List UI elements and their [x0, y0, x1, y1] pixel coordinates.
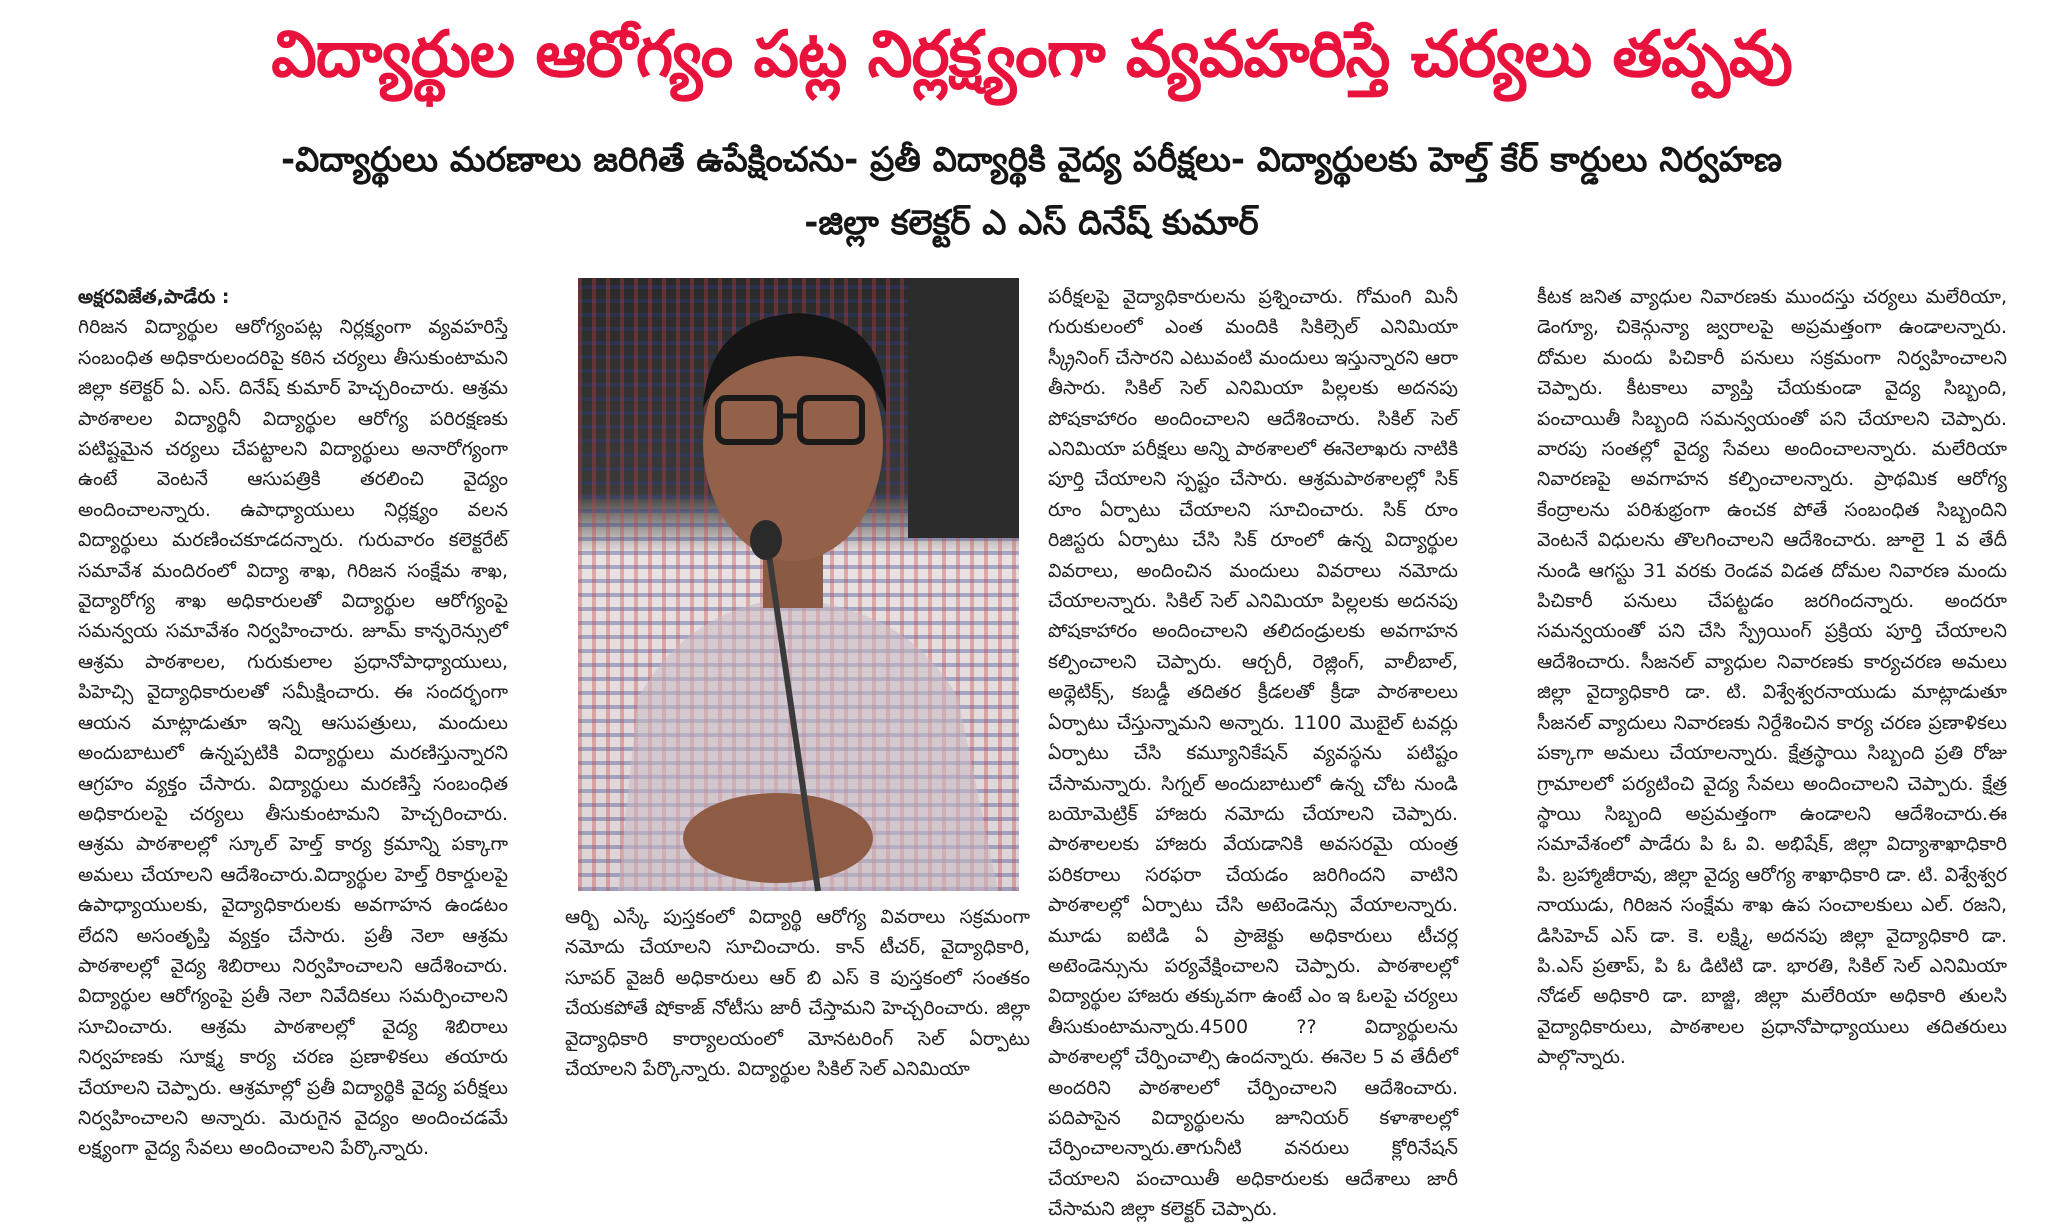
headline: విద్యార్థుల ఆరోగ్యం పట్ల నిర్లక్ష్యంగా వ్యవహరిస్తే చర్యలు తప్పవు	[271, 18, 1792, 92]
subheadline-2: -జిల్లా కలెక్టర్ ఎ ఎస్ దినేష్ కుమార్	[804, 203, 1259, 243]
column-3: పరీక్షలపై వైద్యాధికారులను ప్రశ్నించారు. గోమంగి మినీ గురుకులంలో ఎంత మందికి సికిల్సెల్ ఎనిమియా స్క్రీనింగ్ చేసారని ఎటువంటి మందులు ఇస్తున్నారని ఆరా తీసారు. సికిల్ సెల్ ఎనిమియా పిల్లలకు అదనపు పోషకాహారం అందించాలని ఆదేశించారు. సికిల్ సెల్ ఎనిమియా పరీక్షలు అన్ని పాఠశాలలో ఈనెలాఖరు నాటికి పూర్తి చేయాలని స్పష్టం చేసారు. ఆశ్రమపాఠశాలల్లో సిక్ రూం ఏర్పాటు చేయాలని సూచించారు. సిక్ రూం రిజిస్టరు ఏర్పాటు చేసి సిక్ రూంలో ఉన్న విద్యార్థుల వివరాలు, అందించిన మందులు వివరాలు నమోదు చేయాలన్నారు. సికిల్ సెల్ ఎనిమియా పిల్లలకు అదనపు పోషకాహారం అందించాలని తలిదండ్రులకు అవగాహన కల్పించాలని చెప్పారు. ఆర్చరీ, రెజ్లింగ్, వాలీబాల్, అథ్లెటిక్స్, కబడ్డీ తదితర క్రీడలతో క్రీడా పాఠశాలలు ఏర్పాటు చేస్తున్నామని అన్నారు. 1100 మొబైల్ టవర్లు ఏర్పాటు చేసి కమ్యూనికేషన్ వ్యవస్థను పటిష్టం చేసామన్నారు. సిగ్నల్ అందుబాటులో ఉన్న చోట నుండి బయోమెట్రిక్ హాజరు నమోదు చేయాలని చెప్పారు. పాఠశాలలకు హాజరు వేయడానికి అవసరమై యంత్ర పరికరాలు సరఫరా చేయడం జరిగిందని వాటిని పాఠశాలల్లో ఏర్పాటు చేసి అటెండెన్సు వేయాలన్నారు. మూడు ఐటిడి ఏ ప్రాజెక్టు అధికారులు టీచర్ల అటెండెన్సును పర్యవేక్షించాలని చెప్పారు. పాఠశాలల్లో విద్యార్థుల హాజరు తక్కువగా ఉంటే ఎం ఇ ఓలపై చర్యలు తీసుకుంటామన్నారు.4500 ?? విద్యార్థులను పాఠశాలల్లో చేర్పించాల్సి ఉందన్నారు. ఈనెల 5 వ తేదీలో అందరిని పాఠశాలలో చేర్పించాలని ఆదేశించారు. పదిపాసైన విద్యార్థులను జూనియర్ కళాశాలల్లో చేర్పించాలన్నారు.తాగునీటి వనరులు క్లోరినేషన్ చేయాలని పంచాయితీ అధికారులకు ఆదేశాలు జారీ చేసామని జిల్లా కలెక్టర్ చెప్పారు.	[1048, 286, 1458, 1221]
portrait-illustration	[578, 278, 1019, 891]
column-4: కీటక జనిత వ్యాధుల నివారణకు ముందస్తు చర్యలు మలేరియా, డెంగ్యూ, చికెన్గున్యా జ్వరాలపై అప్రమత్తంగా ఉండాలన్నారు. దోమల మందు పిచికారీ పనులు సక్రమంగా నిర్వహించాలని చెప్పారు. కీటకాలు వ్యాప్తి చేయకుండా వైద్య సిబ్బంది, పంచాయితీ సిబ్బంది సమన్వయంతో పని చేయాలని చెప్పారు. వారపు సంతల్లో వైద్య సేవలు అందించాలన్నారు. మలేరియా నివారణపై అవగాహన కల్పించాలన్నారు. ప్రాథమిక ఆరోగ్య కేంద్రాలను పరిశుభ్రంగా ఉంచక పోతే సంబంధిత సిబ్బందిని వెంటనే విధులను తొలగించాలని ఆదేశించారు. జూలై 1 వ తేదీ నుండి ఆగస్టు 31 వరకు రెండవ విడత దోమల నివారణ మందు పిచికారీ పనులు చేపట్టడం జరగిందన్నారు. అందరూ సమన్వయంతో పని చేసి స్ప్రేయింగ్ ప్రక్రియ పూర్తి చేయాలని ఆదేశించారు. సీజనల్ వ్యాధుల నివారణకు కార్యచరణ అమలు జిల్లా వైద్యాధికారి డా. టి. విశ్వేశ్వరనాయుడు మాట్లాడుతూ సీజనల్ వ్యాదులు నివారణకు నిర్దేశించిన కార్య చరణ ప్రణాళికలు పక్కాగా అమలు చేయాలన్నారు. క్షేత్రస్థాయి సిబ్బంది ప్రతి రోజు గ్రామాలలో పర్యటించి వైద్య సేవలు అందించాలని చెప్పారు. క్షేత్ర స్థాయి సిబ్బంది అప్రమత్తంగా ఉండాలని ఆదేశించారు.ఈ సమావేశంలో పాడేరు పి ఓ వి. అభిషేక్, జిల్లా విద్యాశాఖాధికారి పి. బ్రహ్మాజీరావు, జిల్లా వైద్య ఆరోగ్య శాఖాధికారి డా. టి. విశ్వేశ్వర నాయుడు, గిరిజన సంక్షేమ శాఖ ఉప సంచాలకులు ఎల్. రజని, డిసిహెచ్ ఎస్ డా. కె. లక్ష్మి, అదనపు జిల్లా వైద్యాధికారి డా. పి.ఎస్ ప్రతాప్, పి ఓ డిటిటి డా. భారతి, సికిల్ సెల్ ఎనిమియా నోడల్ అధికారి డా. బాజ్జి, జిల్లా మలేరియా అధికారి తులసి వైద్యాధికారులు, పాఠశాలల ప్రధానోపాధ్యాయులు తదితరులు పాల్గొన్నారు.	[1537, 286, 2007, 1069]
column-1-text: గిరిజన విద్యార్థుల ఆరోగ్యంపట్ల నిర్లక్ష్యంగా వ్యవహరిస్తే సంబంధిత అధికారులందరిపై కఠిన చర్యలు తీసుకుంటామని జిల్లా కలెక్టర్ ఏ. ఎస్. దినేష్ కుమార్ హెచ్చరించారు. ఆశ్రమ పాఠశాలల విద్యార్థినీ విద్యార్థుల ఆరోగ్య పరిరక్షణకు పటిష్టమైన చర్యలు చేపట్టాలని విద్యార్థులు అనారోగ్యంగా ఉంటే వెంటనే ఆసుపత్రికి తరలించి వైద్యం అందించాలన్నారు. ఉపాధ్యాయులు నిర్లక్ష్యం వలన విద్యార్థులు మరణించకూడదన్నారు. గురువారం కలెక్టరేట్ సమావేశ మందిరంలో విద్యా శాఖ, గిరిజన సంక్షేమ శాఖ, వైద్యారోగ్య శాఖ అధికారులతో విద్యార్థుల ఆరోగ్యంపై సమన్వయ సమావేశం నిర్వహించారు. జూమ్ కాన్ఫరెన్సులో ఆశ్రమ పాఠశాలల, గురుకులాల ప్రధానోపాధ్యాయులు, పిహెచ్సి వైద్యాధికారులతో సమీక్షించారు. ఈ సందర్భంగా ఆయన మాట్లాడుతూ ఇన్ని ఆసుపత్రులు, మందులు అందుబాటులో ఉన్నప్పటికి విద్యార్థులు మరణిస్తున్నారని ఆగ్రహం వ్యక్తం చేసారు. విద్యార్థులు మరణిస్తే సంబంధిత అధికారులపై చర్యలు తీసుకుంటామని హెచ్చరించారు. ఆశ్రమ పాఠశాలల్లో స్కూల్ హెల్త్ కార్య క్రమాన్ని పక్కాగా అమలు చేయాలని ఆదేశించారు.విద్యార్థుల హెల్త్ రికార్డులపై ఉపాధ్యాయులకు, వైద్యాధికారులకు అవగాహన ఉండటం లేదని అసంతృప్తి వ్యక్తం చేసారు. ప్రతీ నెలా ఆశ్రమ పాఠశాలల్లో వైద్య శిబిరాలు నిర్వహించాలని ఆదేశించారు. విద్యార్థుల ఆరోగ్యంపై ప్రతీ నెలా నివేదికలు సమర్పించాలని సూచించారు. ఆశ్రమ పాఠశాలల్లో వైద్య శిబిరాలు నిర్వహణకు సూక్ష్మ కార్య చరణ ప్రణాళికలు తయారు చేయాలని చెప్పారు. ఆశ్రమాల్లో ప్రతీ విద్యార్థికి వైద్య పరీక్షలు నిర్వహించాలని అన్నారు. మెరుగైన వైద్యం అందించడమే లక్ష్యంగా వైద్య సేవలు అందించాలని పేర్కొన్నారు.	[78, 316, 508, 1160]
column-2-below-photo: ఆర్బి ఎస్కే పుస్తకంలో విద్యార్థి ఆరోగ్య వివరాలు సక్రమంగా నమోదు చేయాలని సూచించారు. కాన్ టీచర్, వైద్యాధికారి, సూపర్ వైజరీ అధికారులు ఆర్ బి ఎస్ కె పుస్తకంలో సంతకం చేయకపోతే షోకాజ్ నోటీసు జారీ చేస్తామని హెచ్చరించారు. జిల్లా వైద్యాధికారి కార్యాలయంలో మోనటరింగ్ సెల్ ఏర్పాటు చేయాలని పేర్కొన్నారు. విద్యార్థుల సికిల్ సెల్ ఎనిమియా	[565, 906, 1030, 1081]
subheadline-1: -విద్యార్థులు మరణాలు జరిగితే ఉపేక్షించను- ప్రతీ విద్యార్థికి వైద్య పరీక్షలు- విద్యార్థులకు హెల్త్ కేర్ కార్డులు నిర్వహణ	[280, 140, 1783, 180]
column-1	[78, 282, 508, 1160]
collector-portrait-photo	[578, 278, 1019, 891]
dateline: అక్షరవిజేత,పాడేరు :	[78, 286, 230, 308]
